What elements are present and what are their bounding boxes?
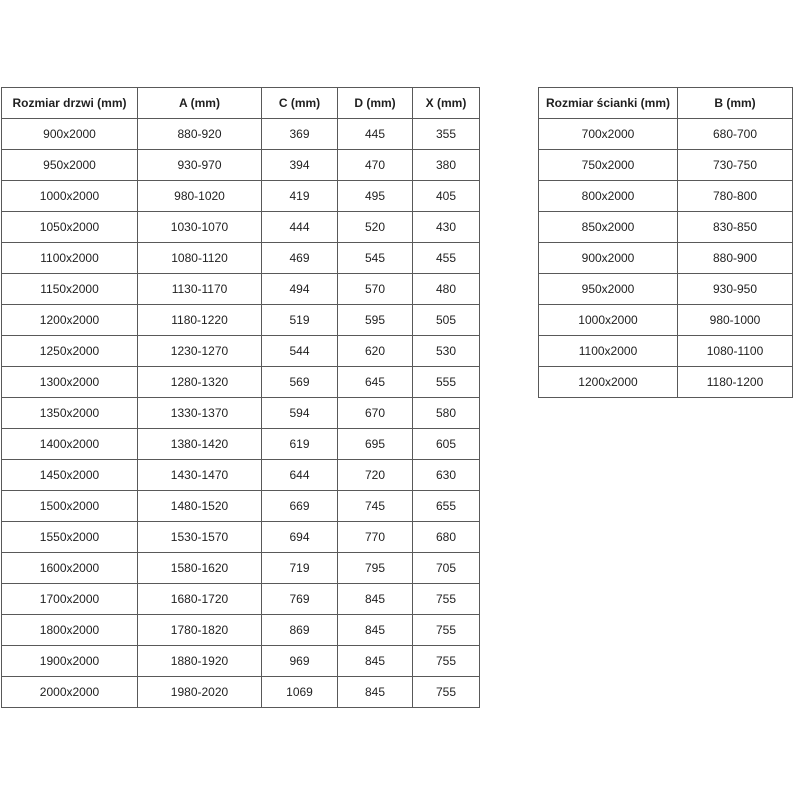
table-cell: 444	[262, 212, 338, 243]
table-cell: 1430-1470	[138, 460, 262, 491]
table-cell: 980-1020	[138, 181, 262, 212]
table-cell: 769	[262, 584, 338, 615]
table-cell: 1450x2000	[2, 460, 138, 491]
table-cell: 770	[338, 522, 413, 553]
table-row	[539, 305, 793, 336]
table-cell: 1780-1820	[138, 615, 262, 646]
table-row	[2, 212, 480, 243]
table-cell: 900x2000	[539, 243, 678, 274]
table-cell: 680	[413, 522, 480, 553]
table-cell: 419	[262, 181, 338, 212]
table-cell: 755	[413, 584, 480, 615]
table-cell: 720	[338, 460, 413, 491]
table-cell: 1900x2000	[2, 646, 138, 677]
table-cell: 530	[413, 336, 480, 367]
table-cell: 1080-1120	[138, 243, 262, 274]
table-cell: 630	[413, 460, 480, 491]
table-cell: 694	[262, 522, 338, 553]
header-row	[2, 88, 480, 119]
table-cell: 845	[338, 584, 413, 615]
table-cell: 1580-1620	[138, 553, 262, 584]
table-row	[2, 367, 480, 398]
table-cell: 980-1000	[678, 305, 793, 336]
table-row	[2, 522, 480, 553]
table-row	[2, 615, 480, 646]
table-cell: 455	[413, 243, 480, 274]
table-row	[2, 460, 480, 491]
table-cell: 1330-1370	[138, 398, 262, 429]
table-cell: 950x2000	[539, 274, 678, 305]
table-cell: 355	[413, 119, 480, 150]
table-cell: 380	[413, 150, 480, 181]
table-cell: 2000x2000	[2, 677, 138, 708]
table-cell: 845	[338, 677, 413, 708]
table-row	[539, 367, 793, 398]
table-cell: 719	[262, 553, 338, 584]
table-cell: 1300x2000	[2, 367, 138, 398]
door-size-table	[1, 87, 480, 708]
table-cell: 705	[413, 553, 480, 584]
table-cell: 520	[338, 212, 413, 243]
table-cell: 519	[262, 305, 338, 336]
table-row	[2, 584, 480, 615]
table-cell: 470	[338, 150, 413, 181]
table-cell: 700x2000	[539, 119, 678, 150]
table-cell: 695	[338, 429, 413, 460]
table-cell: 1000x2000	[2, 181, 138, 212]
table-cell: 645	[338, 367, 413, 398]
table-cell: 469	[262, 243, 338, 274]
table-row	[2, 119, 480, 150]
table-cell: 795	[338, 553, 413, 584]
table-cell: 845	[338, 646, 413, 677]
table-cell: 1200x2000	[2, 305, 138, 336]
table-cell: 644	[262, 460, 338, 491]
table-cell: 969	[262, 646, 338, 677]
column-header: B (mm)	[678, 88, 793, 119]
table-cell: 580	[413, 398, 480, 429]
table-row	[2, 181, 480, 212]
table-cell: 1250x2000	[2, 336, 138, 367]
table-cell: 430	[413, 212, 480, 243]
table-cell: 494	[262, 274, 338, 305]
table-row	[539, 243, 793, 274]
table-row	[2, 398, 480, 429]
table-cell: 394	[262, 150, 338, 181]
table-cell: 950x2000	[2, 150, 138, 181]
table-cell: 480	[413, 274, 480, 305]
table-cell: 369	[262, 119, 338, 150]
table-cell: 1150x2000	[2, 274, 138, 305]
table-row	[2, 243, 480, 274]
table-cell: 1000x2000	[539, 305, 678, 336]
table-cell: 1400x2000	[2, 429, 138, 460]
table-row	[2, 274, 480, 305]
table-cell: 1100x2000	[2, 243, 138, 274]
table-cell: 755	[413, 615, 480, 646]
table-cell: 445	[338, 119, 413, 150]
table-cell: 1500x2000	[2, 491, 138, 522]
table-cell: 605	[413, 429, 480, 460]
table-cell: 750x2000	[539, 150, 678, 181]
table-cell: 1680-1720	[138, 584, 262, 615]
table-cell: 1700x2000	[2, 584, 138, 615]
table-cell: 669	[262, 491, 338, 522]
table-cell: 800x2000	[539, 181, 678, 212]
table-cell: 900x2000	[2, 119, 138, 150]
table-row	[2, 553, 480, 584]
table-row	[539, 119, 793, 150]
table-cell: 670	[338, 398, 413, 429]
table-cell: 545	[338, 243, 413, 274]
table-cell: 1080-1100	[678, 336, 793, 367]
table-cell: 505	[413, 305, 480, 336]
table-cell: 1880-1920	[138, 646, 262, 677]
table-cell: 1550x2000	[2, 522, 138, 553]
column-header: A (mm)	[138, 88, 262, 119]
wall-size-table	[538, 87, 793, 398]
table-cell: 845	[338, 615, 413, 646]
table-cell: 1180-1200	[678, 367, 793, 398]
table-cell: 730-750	[678, 150, 793, 181]
table-cell: 1069	[262, 677, 338, 708]
table-cell: 1350x2000	[2, 398, 138, 429]
table-row	[2, 646, 480, 677]
table-cell: 1230-1270	[138, 336, 262, 367]
table-cell: 780-800	[678, 181, 793, 212]
table-cell: 1130-1170	[138, 274, 262, 305]
table-cell: 880-900	[678, 243, 793, 274]
table-cell: 569	[262, 367, 338, 398]
table-row	[539, 181, 793, 212]
table-cell: 880-920	[138, 119, 262, 150]
table-row	[2, 336, 480, 367]
table-cell: 850x2000	[539, 212, 678, 243]
table-row	[539, 336, 793, 367]
table-cell: 595	[338, 305, 413, 336]
table-cell: 830-850	[678, 212, 793, 243]
table-cell: 1030-1070	[138, 212, 262, 243]
table-row	[2, 491, 480, 522]
table-cell: 1100x2000	[539, 336, 678, 367]
table-cell: 555	[413, 367, 480, 398]
table-cell: 745	[338, 491, 413, 522]
column-header: X (mm)	[413, 88, 480, 119]
column-header: Rozmiar ścianki (mm)	[539, 88, 678, 119]
table-cell: 930-970	[138, 150, 262, 181]
table-cell: 1530-1570	[138, 522, 262, 553]
table-row	[2, 150, 480, 181]
table-cell: 1180-1220	[138, 305, 262, 336]
table-cell: 1480-1520	[138, 491, 262, 522]
table-cell: 755	[413, 646, 480, 677]
table-cell: 930-950	[678, 274, 793, 305]
column-header: C (mm)	[262, 88, 338, 119]
column-header: D (mm)	[338, 88, 413, 119]
table-row	[539, 150, 793, 181]
table-cell: 1600x2000	[2, 553, 138, 584]
table-cell: 620	[338, 336, 413, 367]
table-cell: 619	[262, 429, 338, 460]
table-cell: 405	[413, 181, 480, 212]
table-cell: 570	[338, 274, 413, 305]
table-cell: 755	[413, 677, 480, 708]
table-row	[2, 305, 480, 336]
table-cell: 1280-1320	[138, 367, 262, 398]
column-header: Rozmiar drzwi (mm)	[2, 88, 138, 119]
table-row	[539, 212, 793, 243]
table-row	[539, 274, 793, 305]
table-cell: 1980-2020	[138, 677, 262, 708]
table-cell: 544	[262, 336, 338, 367]
table-cell: 1200x2000	[539, 367, 678, 398]
header-row	[539, 88, 793, 119]
table-row	[2, 677, 480, 708]
table-cell: 1380-1420	[138, 429, 262, 460]
table-cell: 655	[413, 491, 480, 522]
table-row	[2, 429, 480, 460]
table-cell: 680-700	[678, 119, 793, 150]
table-cell: 594	[262, 398, 338, 429]
table-cell: 495	[338, 181, 413, 212]
table-cell: 1050x2000	[2, 212, 138, 243]
table-cell: 1800x2000	[2, 615, 138, 646]
table-cell: 869	[262, 615, 338, 646]
